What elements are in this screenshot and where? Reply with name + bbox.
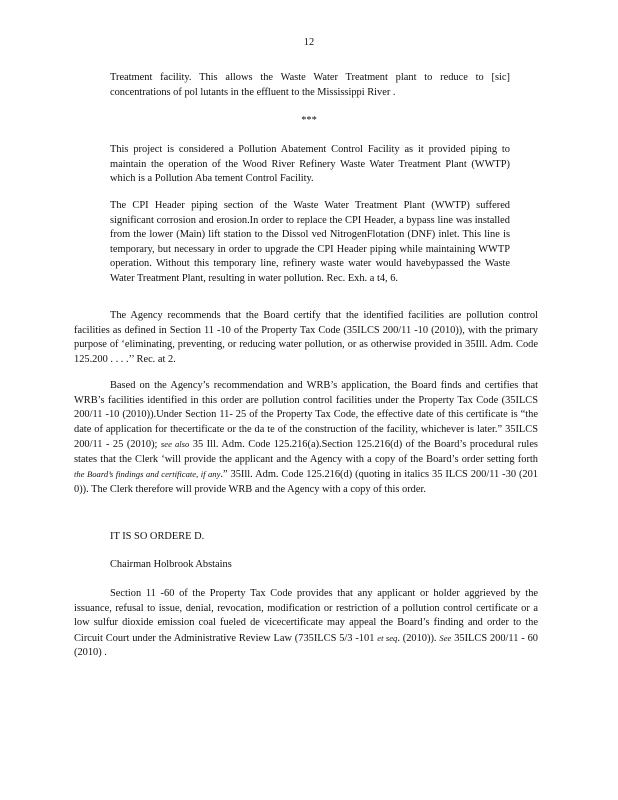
so-ordered-line: IT IS SO ORDERE D. (110, 531, 205, 542)
et-seq-signal: et seq (377, 632, 398, 643)
see-also-signal: see also (160, 439, 190, 449)
abstention-line: Chairman Holbrook Abstains (110, 559, 232, 570)
ellipsis-marker: *** (301, 115, 317, 126)
paragraph-appeal-rights (74, 587, 538, 661)
italic-quoted-phrase: the Board’s findings and certificate, if any (74, 469, 221, 479)
see-signal: See (439, 632, 452, 643)
appeal-text-3: 35ILCS 200/11 - 60 (2010) . (74, 632, 538, 658)
paragraph-agency-recommendation: The Agency recommends that the Board certify that the identified facilities are pollution control facilities as defined in Section 11 -10 of the Property Tax Code (35ILCS 200/11 -10 (2010)), with the primary purpose of ‘eliminating, preventing, or reducing water pollution, or as otherwise provided in 35Ill. Adm. Code 125.200 . . . .’’ Rec. at 2. (74, 310, 538, 365)
board-findings-text-2: 35 Ill. Adm. Code 125.216(a).Section 125.216(d) of the Board’s procedural rules states that the Clerk ‘will provide the applicant and the Agency with a copy of the Board’s order setting forth (74, 439, 538, 465)
quoted-text-cpi-header: The CPI Header piping section of the Waste Water Treatment Plant (WWTP) suffered significant corrosion and erosion.In order to replace the CPI Header, a bypass line was installed from the lower (Main) lift station to the Dissol ved NitrogenFlotation (DNF) inlet. This line is temporary, but necessary in order to upgrade the CPI Header piping while maintaining WWTP operation. Without this temporary line, refinery waste water would havebypassed the Waste Water Treatment Plant, resulting in water pollution. Rec. Exh. a t4, 6. (110, 200, 510, 284)
appeal-text-1: Section 11 -60 of the Property Tax Code provides that any applicant or holder aggrieved by the issuance, refusal to issue, denial, revocation, modification or restriction of a pollution control certificate or a low sulfur dioxide emission coal fueled de vicecertificate may appeal the Board’s finding and order to the Circuit Court under the Administrative Review Law (735ILCS 5/3 -101 (74, 588, 538, 644)
page-number: 12 (303, 37, 315, 48)
appeal-text-2: . (2010)). (397, 632, 437, 644)
paragraph-board-findings (74, 379, 538, 497)
board-findings-text-1: Based on the Agency’s recommendation and WRB’s application, the Board finds and certifies that WRB’s facilities identified in this order are pollution control facilities under the Property Tax Code (35ILCS 200/11 -10 (2010)).Under Section 11- 25 of the Property Tax Code, the effective date of this certificate is “the date of application for thecertificate or the da te of the construction of the facility, whichever is later.” 35ILCS 200/11 - 25 (2010); (74, 380, 538, 450)
quoted-text-project-description: This project is considered a Pollution Abatement Control Facility as it provided piping to maintain the operation of the Wood River Refinery Waste Water Treatment Plant (WWTP) which is a Pollution Aba tement Control Facility. (110, 144, 510, 184)
quoted-text-treatment-facility: Treatment facility. This allows the Waste Water Treatment plant to reduce to [sic] concentrations of pol lutants in the effluent to the Mississippi River . (110, 72, 510, 98)
board-findings-text-3: .” 35Ill. Adm. Code 125.216(d) (quoting in italics 35 ILCS 200/11 -30 (201 0)). The Clerk therefore will provide WRB and the Agency with a copy of this order. (74, 469, 539, 495)
